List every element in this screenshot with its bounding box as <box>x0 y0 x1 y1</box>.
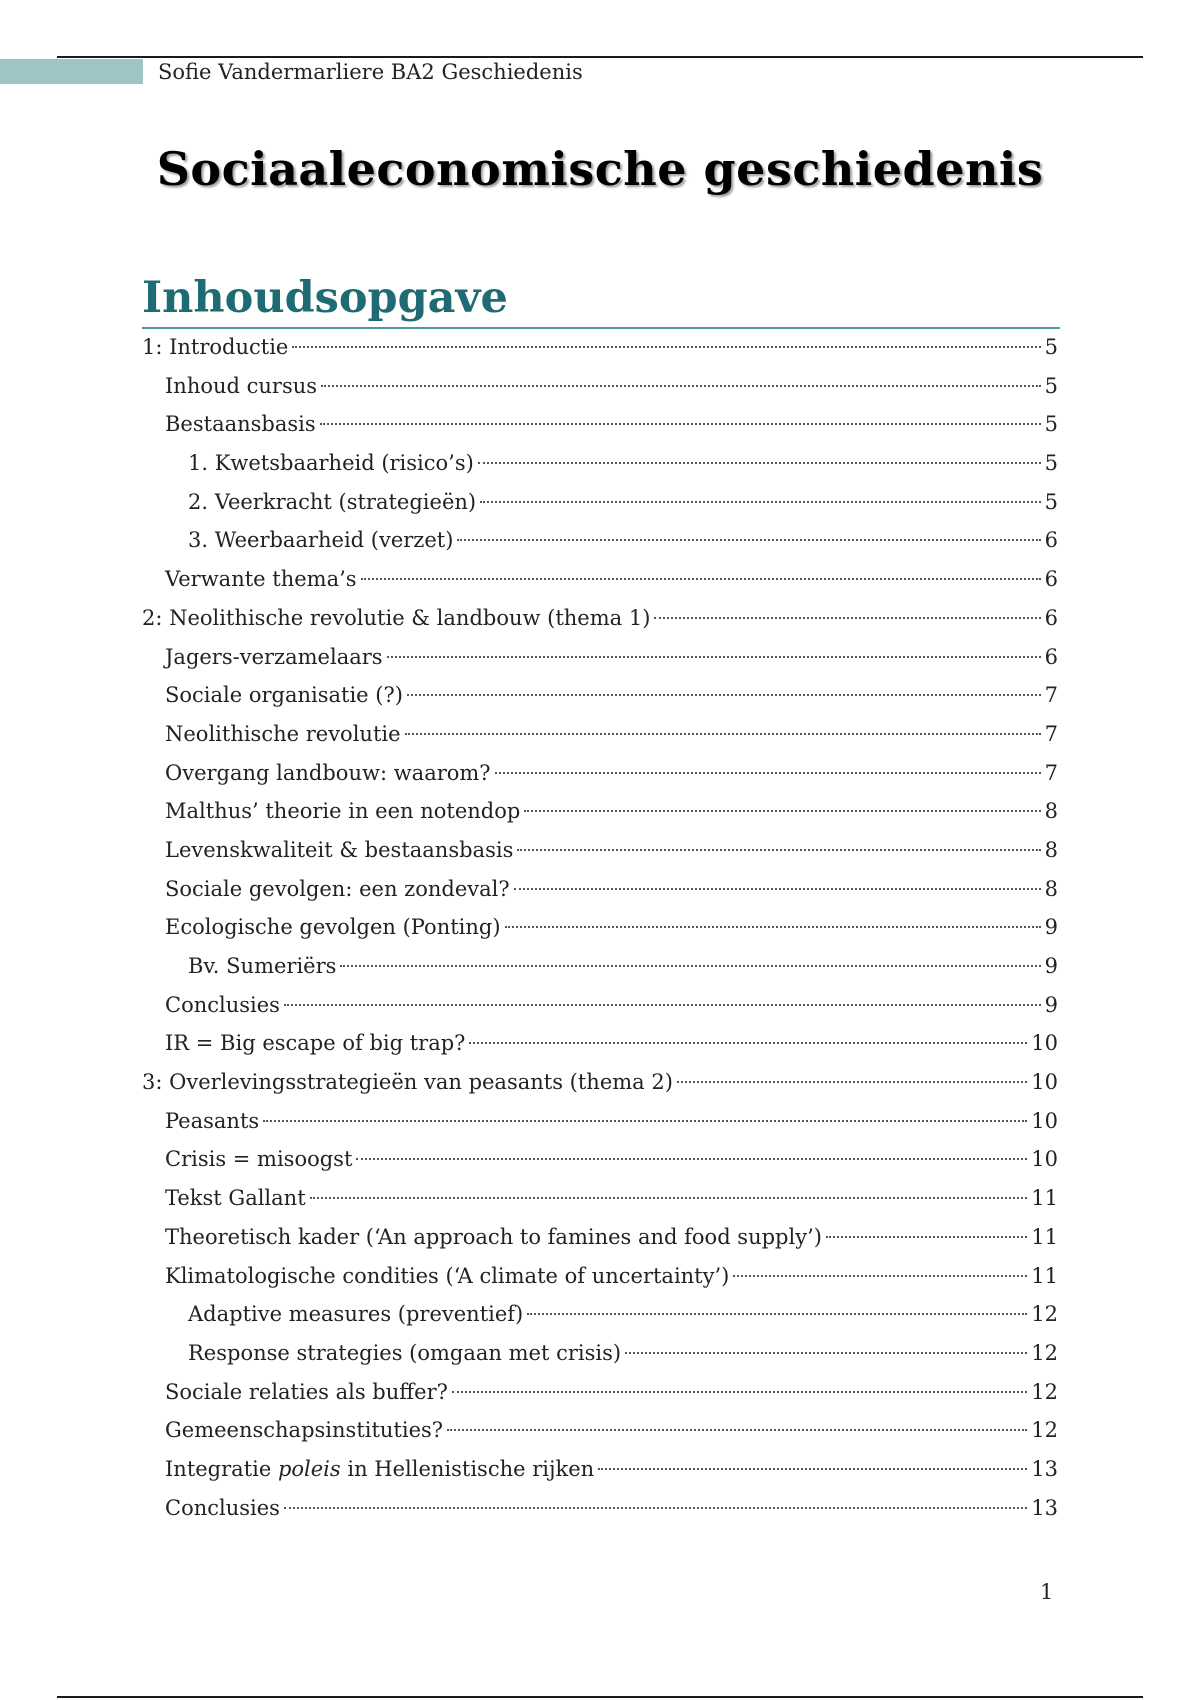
toc-dot-leader <box>457 538 1040 541</box>
toc-entry[interactable] <box>142 792 1058 831</box>
toc-entry[interactable] <box>142 754 1058 793</box>
header-accent-bar <box>0 59 143 84</box>
toc-entry-text: Response strategies (omgaan met crisis) <box>188 1340 622 1365</box>
toc-entry-page: 7 <box>1044 683 1058 708</box>
toc-entry-page: 5 <box>1044 489 1058 514</box>
toc-entry[interactable] <box>142 1295 1058 1334</box>
toc-dot-leader <box>263 1119 1027 1122</box>
toc-entry[interactable] <box>142 1063 1058 1102</box>
page-number: 1 <box>1040 1580 1054 1604</box>
footer-rule <box>57 1696 1143 1698</box>
toc-entry-text: Inhoud cursus <box>165 373 318 398</box>
toc-entry-text: Levenskwaliteit & bestaansbasis <box>165 837 514 862</box>
toc-entry-page: 12 <box>1031 1340 1058 1365</box>
toc-entry-text: Verwante thema’s <box>165 567 357 592</box>
toc-entry[interactable] <box>142 1102 1058 1141</box>
toc-dot-leader <box>733 1274 1027 1277</box>
toc-entry[interactable] <box>142 367 1058 406</box>
toc-entry-page: 6 <box>1044 567 1058 592</box>
toc-entry[interactable] <box>142 1334 1058 1373</box>
toc-dot-leader <box>625 1351 1027 1354</box>
toc-entry[interactable] <box>142 676 1058 715</box>
toc-dot-leader <box>598 1467 1027 1470</box>
toc-entry-page: 12 <box>1031 1418 1058 1443</box>
toc-entry[interactable] <box>142 715 1058 754</box>
toc-entry-page: 12 <box>1031 1302 1058 1327</box>
toc-dot-leader <box>452 1390 1027 1393</box>
table-of-contents <box>142 328 1058 1527</box>
toc-entry-text: Jagers-verzamelaars <box>165 644 383 669</box>
toc-entry[interactable] <box>142 444 1058 483</box>
toc-entry-text: Conclusies <box>165 992 280 1017</box>
toc-entry-text: Klimatologische condities (‘A climate of uncertainty’) <box>165 1263 730 1288</box>
toc-entry[interactable] <box>142 1257 1058 1296</box>
toc-entry-text: Overgang landbouw: waarom? <box>165 760 491 785</box>
toc-entry-page: 11 <box>1031 1224 1058 1249</box>
toc-dot-leader <box>480 500 1041 503</box>
toc-entry-page: 5 <box>1044 335 1058 359</box>
toc-entry[interactable] <box>142 947 1058 986</box>
toc-entry-page: 12 <box>1031 1379 1058 1404</box>
toc-dot-leader <box>478 461 1041 464</box>
toc-entry-text: Sociale relaties als buffer? <box>165 1379 448 1404</box>
toc-entry[interactable] <box>142 560 1058 599</box>
toc-entry[interactable] <box>142 1024 1058 1063</box>
toc-entry[interactable] <box>142 328 1058 367</box>
toc-entry[interactable] <box>142 986 1058 1025</box>
toc-entry-page: 10 <box>1031 1147 1058 1172</box>
toc-dot-leader <box>527 1312 1027 1315</box>
toc-dot-leader <box>505 925 1041 928</box>
toc-entry-text: 1: Introductie <box>142 335 289 359</box>
toc-entry[interactable] <box>142 1489 1058 1528</box>
toc-entry-text: Bv. Sumeriërs <box>188 954 337 978</box>
toc-entry[interactable] <box>142 521 1058 560</box>
toc-entry-page: 6 <box>1044 644 1058 669</box>
toc-entry-text: Malthus’ theorie in een notendop <box>165 799 521 824</box>
toc-dot-leader <box>320 422 1041 425</box>
toc-dot-leader <box>284 1003 1041 1006</box>
toc-entry[interactable] <box>142 831 1058 870</box>
toc-entry-page: 7 <box>1044 760 1058 785</box>
toc-entry-text: 3. Weerbaarheid (verzet) <box>188 528 454 553</box>
toc-entry-text: Crisis = misoogst <box>165 1147 353 1172</box>
toc-entry-text: Neolithische revolutie <box>165 721 401 746</box>
toc-entry[interactable] <box>142 599 1058 638</box>
toc-entry-text: Peasants <box>165 1108 260 1133</box>
toc-dot-leader <box>524 809 1040 812</box>
toc-dot-leader <box>677 1080 1027 1083</box>
toc-dot-leader <box>361 577 1041 580</box>
toc-entry[interactable] <box>142 1450 1058 1489</box>
toc-entry-text: Sociale gevolgen: een zondeval? <box>165 876 510 901</box>
toc-entry-text: Adaptive measures (preventief) <box>188 1302 524 1327</box>
toc-entry-page: 6 <box>1044 605 1058 630</box>
toc-entry-text: Theoretisch kader (‘An approach to famines and food supply’) <box>165 1224 822 1249</box>
toc-entry-page: 11 <box>1031 1186 1058 1211</box>
toc-dot-leader <box>387 655 1041 658</box>
toc-entry-page: 8 <box>1044 837 1058 862</box>
toc-entry-text: 1. Kwetsbaarheid (risico’s) <box>188 451 474 476</box>
toc-entry[interactable] <box>142 1179 1058 1218</box>
toc-dot-leader <box>405 732 1041 735</box>
toc-entry-text: Ecologische gevolgen (Ponting) <box>165 915 501 940</box>
toc-entry-text: Conclusies <box>165 1495 280 1520</box>
toc-entry-text: Tekst Gallant <box>165 1186 306 1211</box>
toc-entry-page: 13 <box>1031 1495 1058 1520</box>
toc-dot-leader <box>292 345 1040 348</box>
toc-dot-leader <box>826 1235 1027 1238</box>
toc-entry[interactable] <box>142 483 1058 522</box>
toc-entry-page: 5 <box>1044 412 1058 437</box>
toc-entry[interactable] <box>142 870 1058 909</box>
toc-entry-text: Integratie poleis in Hellenistische rijken <box>165 1456 595 1481</box>
toc-dot-leader <box>340 964 1040 967</box>
toc-dot-leader <box>356 1157 1027 1160</box>
toc-entry-page: 11 <box>1031 1263 1058 1288</box>
toc-dot-leader <box>517 848 1040 851</box>
toc-entry-text: 2: Neolithische revolutie & landbouw (thema 1) <box>142 605 651 630</box>
toc-entry-page: 9 <box>1044 992 1058 1017</box>
toc-dot-leader <box>407 693 1041 696</box>
document-title: Sociaaleconomische geschiedenis <box>156 142 1044 196</box>
toc-entry-page: 10 <box>1031 1070 1058 1095</box>
toc-dot-leader <box>284 1506 1027 1509</box>
toc-entry[interactable] <box>142 638 1058 677</box>
toc-dot-leader <box>469 1041 1027 1044</box>
toc-entry-page: 7 <box>1044 721 1058 746</box>
toc-dot-leader <box>310 1196 1028 1199</box>
toc-entry[interactable] <box>142 908 1058 947</box>
toc-entry-text: Gemeenschapsinstituties? <box>165 1418 444 1443</box>
toc-entry-page: 10 <box>1031 1108 1058 1133</box>
toc-entry-text: IR = Big escape of big trap? <box>165 1031 466 1056</box>
toc-dot-leader <box>321 384 1041 387</box>
toc-dot-leader <box>495 771 1041 774</box>
toc-entry-page: 5 <box>1044 373 1058 398</box>
toc-dot-leader <box>514 887 1041 890</box>
toc-entry-page: 8 <box>1044 876 1058 901</box>
toc-entry-page: 6 <box>1044 528 1058 553</box>
toc-entry-text: Bestaansbasis <box>165 412 316 437</box>
toc-entry-page: 5 <box>1044 451 1058 476</box>
toc-entry-page: 9 <box>1044 954 1058 978</box>
toc-entry-page: 13 <box>1031 1456 1058 1481</box>
toc-dot-leader <box>654 616 1040 619</box>
header-author: Sofie Vandermarliere BA2 Geschiedenis <box>158 60 583 84</box>
toc-entry-page: 10 <box>1031 1031 1058 1056</box>
toc-entry-text: 3: Overlevingsstrategieën van peasants (thema 2) <box>142 1070 673 1095</box>
toc-heading: Inhoudsopgave <box>142 273 508 323</box>
toc-entry[interactable] <box>142 1411 1058 1450</box>
toc-entry-page: 9 <box>1044 915 1058 940</box>
toc-entry[interactable] <box>142 1140 1058 1179</box>
toc-entry[interactable] <box>142 1373 1058 1412</box>
toc-entry[interactable] <box>142 405 1058 444</box>
toc-entry-page: 8 <box>1044 799 1058 824</box>
toc-entry-text: 2. Veerkracht (strategieën) <box>188 489 477 514</box>
toc-dot-leader <box>447 1428 1027 1431</box>
toc-entry-text: Sociale organisatie (?) <box>165 683 403 708</box>
toc-entry[interactable] <box>142 1218 1058 1257</box>
